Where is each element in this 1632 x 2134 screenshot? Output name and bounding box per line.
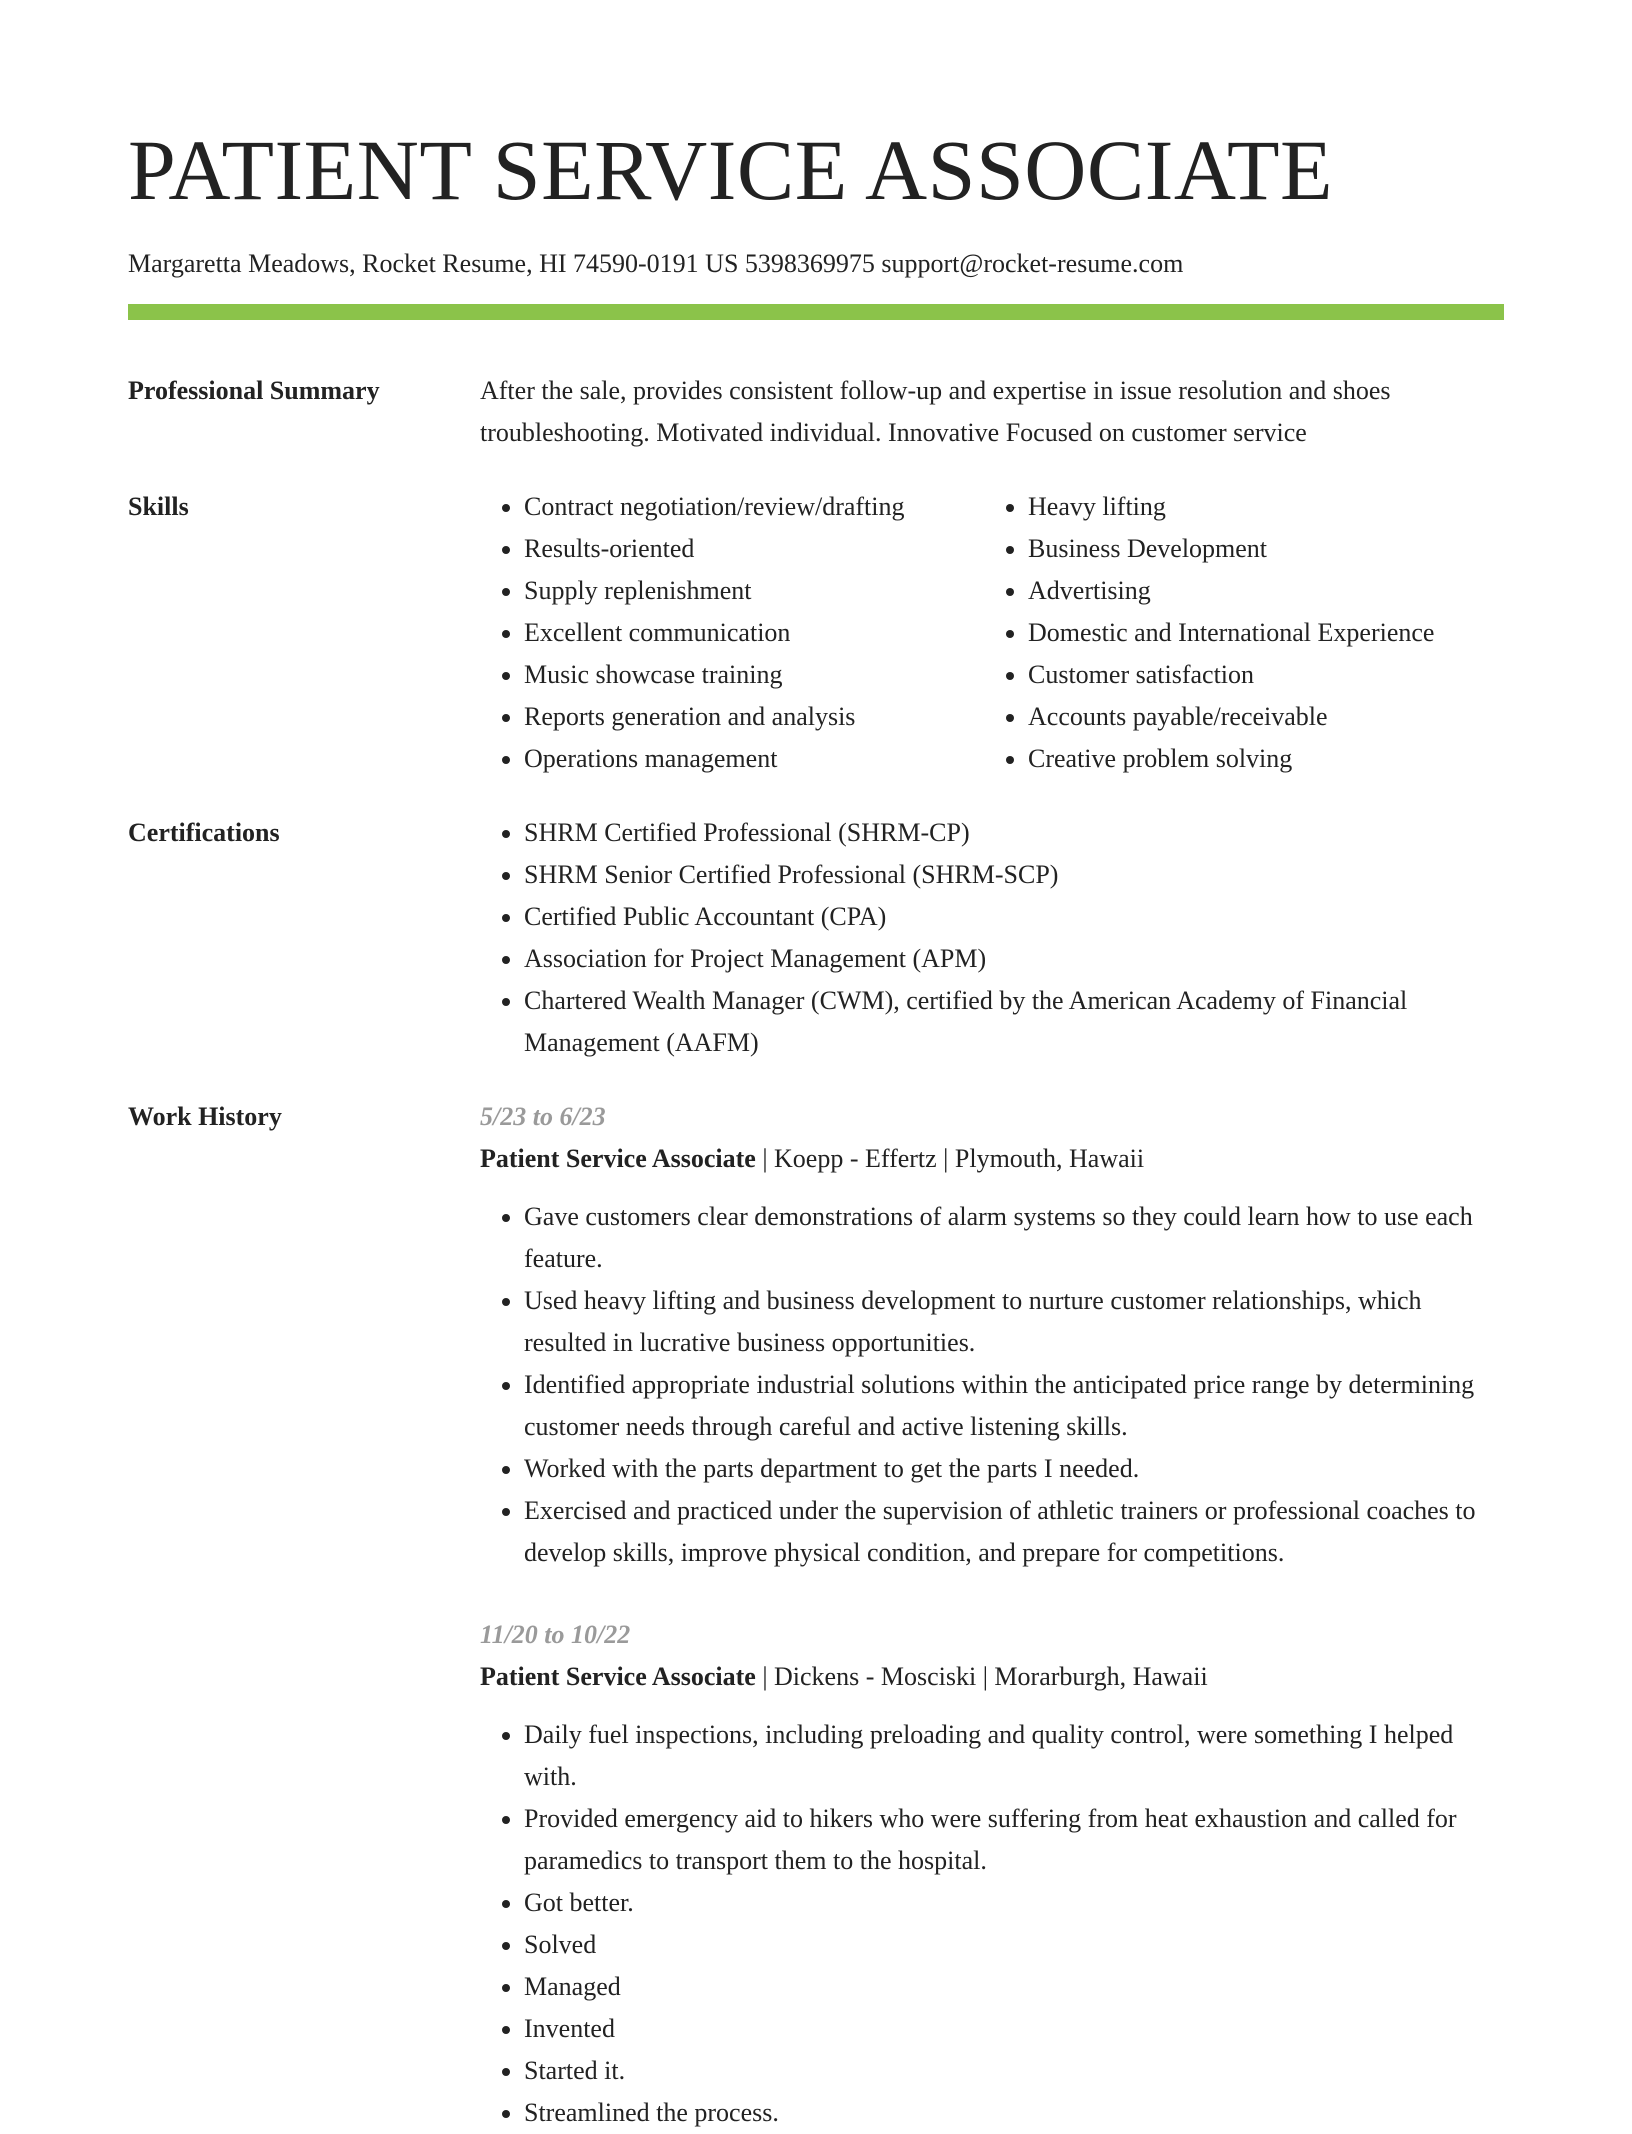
skill-item: • Contract negotiation/review/drafting [524, 486, 984, 528]
job-duty: • Started it. [524, 2050, 1504, 2092]
skill-item: • Domestic and International Experience [1028, 612, 1498, 654]
job-entry [480, 1614, 1504, 2134]
job-duties-list [480, 1714, 1504, 2134]
job-duty: • Identified appropriate industrial solutions within the anticipated price range by determining customer needs through careful and active listening skills. [524, 1364, 1504, 1448]
skills-section [128, 486, 1504, 780]
certification-item: • Certified Public Accountant (CPA) [524, 896, 1504, 938]
skill-item: • Accounts payable/receivable [1028, 696, 1498, 738]
skill-item: • Music showcase training [524, 654, 984, 696]
skill-item: • Operations management [524, 738, 984, 780]
summary-text: After the sale, provides consistent follow-up and expertise in issue resolution and shoes troubleshooting. Motivated individual. Innovative Focused on customer service [480, 376, 1391, 447]
job-duty: • Worked with the parts department to get the parts I needed. [524, 1448, 1504, 1490]
skills-heading: Skills [128, 492, 189, 521]
job-duty: • Solved [524, 1924, 1504, 1966]
job-dates: 11/20 to 10/22 [480, 1620, 631, 1649]
job-entry [480, 1096, 1504, 1574]
resume-page [128, 0, 1504, 2134]
skills-columns [480, 486, 1504, 780]
work-history-body [480, 1096, 1504, 2134]
job-duty: • Gave customers clear demonstrations of alarm systems so they could learn how to use each feature. [524, 1196, 1504, 1280]
job-role: Patient Service Associate [480, 1144, 756, 1173]
job-duty: • Daily fuel inspections, including preloading and quality control, were something I helped with. [524, 1714, 1504, 1798]
job-company-location: | Koepp - Effertz | Plymouth, Hawaii [755, 1144, 1145, 1173]
certifications-heading: Certifications [128, 818, 280, 847]
certifications-section [128, 812, 1504, 1064]
job-company-location: | Dickens - Mosciski | Morarburgh, Hawaii [755, 1662, 1208, 1691]
skill-item: • Business Development [1028, 528, 1498, 570]
job-duties-list [480, 1196, 1504, 1574]
skill-item: • Supply replenishment [524, 570, 984, 612]
skill-item: • Advertising [1028, 570, 1498, 612]
certification-item: • SHRM Certified Professional (SHRM-CP) [524, 812, 1504, 854]
certification-item: • Association for Project Management (APM) [524, 938, 1504, 980]
job-duty: • Managed [524, 1966, 1504, 2008]
skill-item: • Excellent communication [524, 612, 984, 654]
skill-item: • Creative problem solving [1028, 738, 1498, 780]
certifications-list [480, 812, 1504, 1064]
job-role: Patient Service Associate [480, 1662, 756, 1691]
accent-divider [128, 304, 1504, 320]
job-duty: • Streamlined the process. [524, 2092, 1504, 2134]
skill-item: • Heavy lifting [1028, 486, 1498, 528]
summary-heading: Professional Summary [128, 376, 380, 405]
skill-item: • Reports generation and analysis [524, 696, 984, 738]
job-dates: 5/23 to 6/23 [480, 1102, 606, 1131]
job-duty: • Used heavy lifting and business development to nurture customer relationships, which resulted in lucrative business opportunities. [524, 1280, 1504, 1364]
skill-item: • Results-oriented [524, 528, 984, 570]
skill-item: • Customer satisfaction [1028, 654, 1498, 696]
job-header [480, 1656, 1504, 1698]
certification-item: • Chartered Wealth Manager (CWM), certified by the American Academy of Financial Management (AAFM) [524, 980, 1504, 1064]
skills-list-right [984, 486, 1498, 780]
contact-line: Margaretta Meadows, Rocket Resume, HI 74590-0191 US 5398369975 support@rocket-resume.com [128, 249, 1184, 278]
summary-section [128, 370, 1504, 454]
job-duty: • Provided emergency aid to hikers who were suffering from heat exhaustion and called for paramedics to transport them to the hospital. [524, 1798, 1504, 1882]
candidate-title: PATIENT SERVICE ASSOCIATE [128, 122, 1334, 218]
job-duty: • Invented [524, 2008, 1504, 2050]
job-duty: • Got better. [524, 1882, 1504, 1924]
job-header [480, 1138, 1504, 1180]
skills-list-left [480, 486, 984, 780]
certification-item: • SHRM Senior Certified Professional (SHRM-SCP) [524, 854, 1504, 896]
certifications-body [480, 812, 1504, 1064]
job-duty: • Exercised and practiced under the supervision of athletic trainers or professional coaches to develop skills, improve physical condition, and prepare for competitions. [524, 1490, 1504, 1574]
work-history-heading: Work History [128, 1102, 282, 1131]
work-history-section [128, 1096, 1504, 2134]
